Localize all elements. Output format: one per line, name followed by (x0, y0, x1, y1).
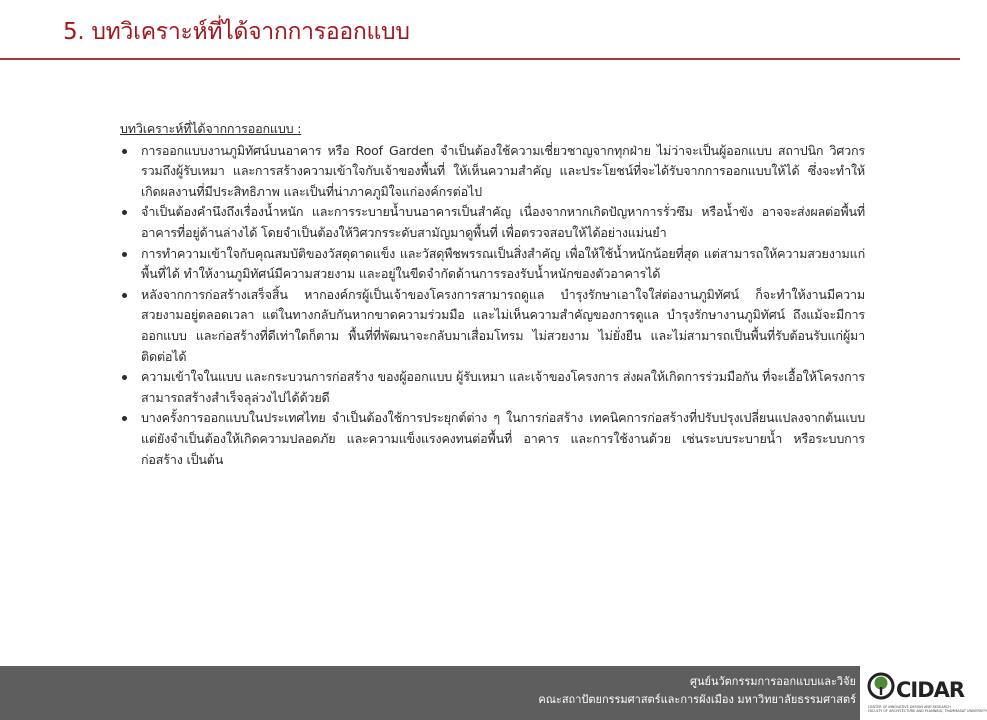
bullet-icon (122, 375, 127, 380)
list-item (120, 408, 865, 470)
list-item-text: การออกแบบงานภูมิทัศน์บนอาคาร หรือ Roof Garden จำเป็นต้องใช้ความเชี่ยวชาญจากทุกฝ่าย ไม่ว่าจะเป็นผู้ออกแบบ สถาปนิก วิศวกร รวมถึงผู้รับเหมา และการสร้างความเข้าใจกับเจ้าของพื้นที่ ให้เห็นความสำคัญ และประโยชน์ที่จะได้รับจากการออกแบบให้ได้ ซึ่งจะทำให้เกิดผลงานที่มีประสิทธิภาพ และเป็นที่น่าภาคภูมิใจแก่องค์กรต่อไป (141, 142, 865, 199)
bullet-icon (122, 293, 127, 298)
footer-center-name: ศูนย์นวัตกรรมการออกแบบและวิจัย (690, 675, 856, 688)
footer-faculty-name: คณะสถาปัตยกรรมศาสตร์และการผังเมือง มหาวิทยาลัยธรรมศาสตร์ (538, 693, 856, 706)
list-item (120, 244, 865, 285)
logo-wordmark: CIDAR (896, 678, 965, 702)
footer-text (538, 673, 856, 709)
title-divider (0, 58, 960, 60)
logo-subtitle-line1: CENTER OF INNOVATIVE DESIGN AND RESEARCH (868, 705, 951, 709)
list-item (120, 141, 865, 203)
cidar-logo-mark-icon (866, 670, 965, 704)
footer-bar (0, 666, 987, 720)
analysis-list (120, 141, 865, 471)
bullet-icon (122, 416, 127, 421)
analysis-content (120, 119, 865, 470)
bullet-icon (122, 210, 127, 215)
list-item (120, 202, 865, 243)
bullet-icon (122, 149, 127, 154)
logo-subtitle-line2: FACULTY OF ARCHITECTURE AND PLANNING, THAMMASAT UNIVERSITY (868, 709, 987, 714)
cidar-logo (860, 666, 987, 720)
list-item-text: บางครั้งการออกแบบในประเทศไทย จำเป็นต้องใช้การประยุกต์ต่าง ๆ ในการก่อสร้าง เทคนิคการก่อสร้างที่ปรับปรุงเปลี่ยนแปลงจากต้นแบบ แต่ยังจำเป็นต้องให้เกิดความปลอดภัย และความแข็งแรงคงทนต่อพื้นที่ อาคาร และการใช้งานด้วย เช่นระบบระบายน้ำ หรือระบบการก่อสร้าง เป็นต้น (141, 410, 865, 467)
content-heading: บทวิเคราะห์ที่ได้จากการออกแบบ : (120, 121, 302, 136)
list-item-text: ความเข้าใจในแบบ และกระบวนการก่อสร้าง ของผู้ออกแบบ ผู้รับเหมา และเจ้าของโครงการ ส่งผลให้เกิดการร่วมมือกัน ที่จะเอื้อให้โครงการสามารถสร้างสำเร็จลุล่วงไปได้ด้วยดี (141, 369, 865, 405)
list-item (120, 367, 865, 408)
slide-title: 5. บทวิเคราะห์ที่ได้จากการออกแบบ (63, 19, 410, 45)
logo-subtitle (868, 705, 987, 714)
list-item-text: หลังจากการก่อสร้างเสร็จสิ้น หากองค์กรผู้เป็นเจ้าของโครงการสามารถดูแล บำรุงรักษาเอาใจใส่ต่องานภูมิทัศน์ ก็จะทำให้งานมีความสวยงามอยู่ตลอดเวลา แต่ในทางกลับกันหากขาดความร่วมมือ และไม่เห็นความสำคัญของการดูแล บำรุงรักษางานภูมิทัศน์ ถึงแม้จะมีการออกแบบ และก่อสร้างที่ดีเท่าใดก็ตาม พื้นที่ที่พัฒนาจะกลับมาเสื่อมโทรม ไม่สวยงาม ไม่ยั่งยืน และไม่สามารถเป็นพื้นที่รับต้อนรับแก่ผู้มาติดต่อได้ (141, 286, 865, 364)
bullet-icon (122, 252, 127, 257)
list-item (120, 285, 865, 367)
list-item-text: จำเป็นต้องคำนึงถึงเรื่องน้ำหนัก และการระบายน้ำบนอาคารเป็นสำคัญ เนื่องจากหากเกิดปัญหาการรั่วซึม หรือน้ำขัง อาจจะส่งผลต่อพื้นที่อาคารที่อยู่ด้านล่างได้ โดยจำเป็นต้องให้วิศวกรระดับสามัญมาดูพื้นที่ เพื่อตรวจสอบให้ได้อย่างแม่นยำ (141, 204, 865, 240)
list-item-text: การทำความเข้าใจกับคุณสมบัติของวัสดุดาดแข็ง และวัสดุพืชพรรณเป็นสิ่งสำคัญ เพื่อให้ใช้น้ำหนักน้อยที่สุด แต่สามารถให้ความสวยงามแก่พื้นที่ได้ ทำให้งานภูมิทัศน์มีความสวยงาม และอยู่ในขีดจำกัดด้านการรองรับน้ำหนักของตัวอาคารได้ (141, 245, 865, 282)
tree-ring-icon (869, 674, 893, 698)
